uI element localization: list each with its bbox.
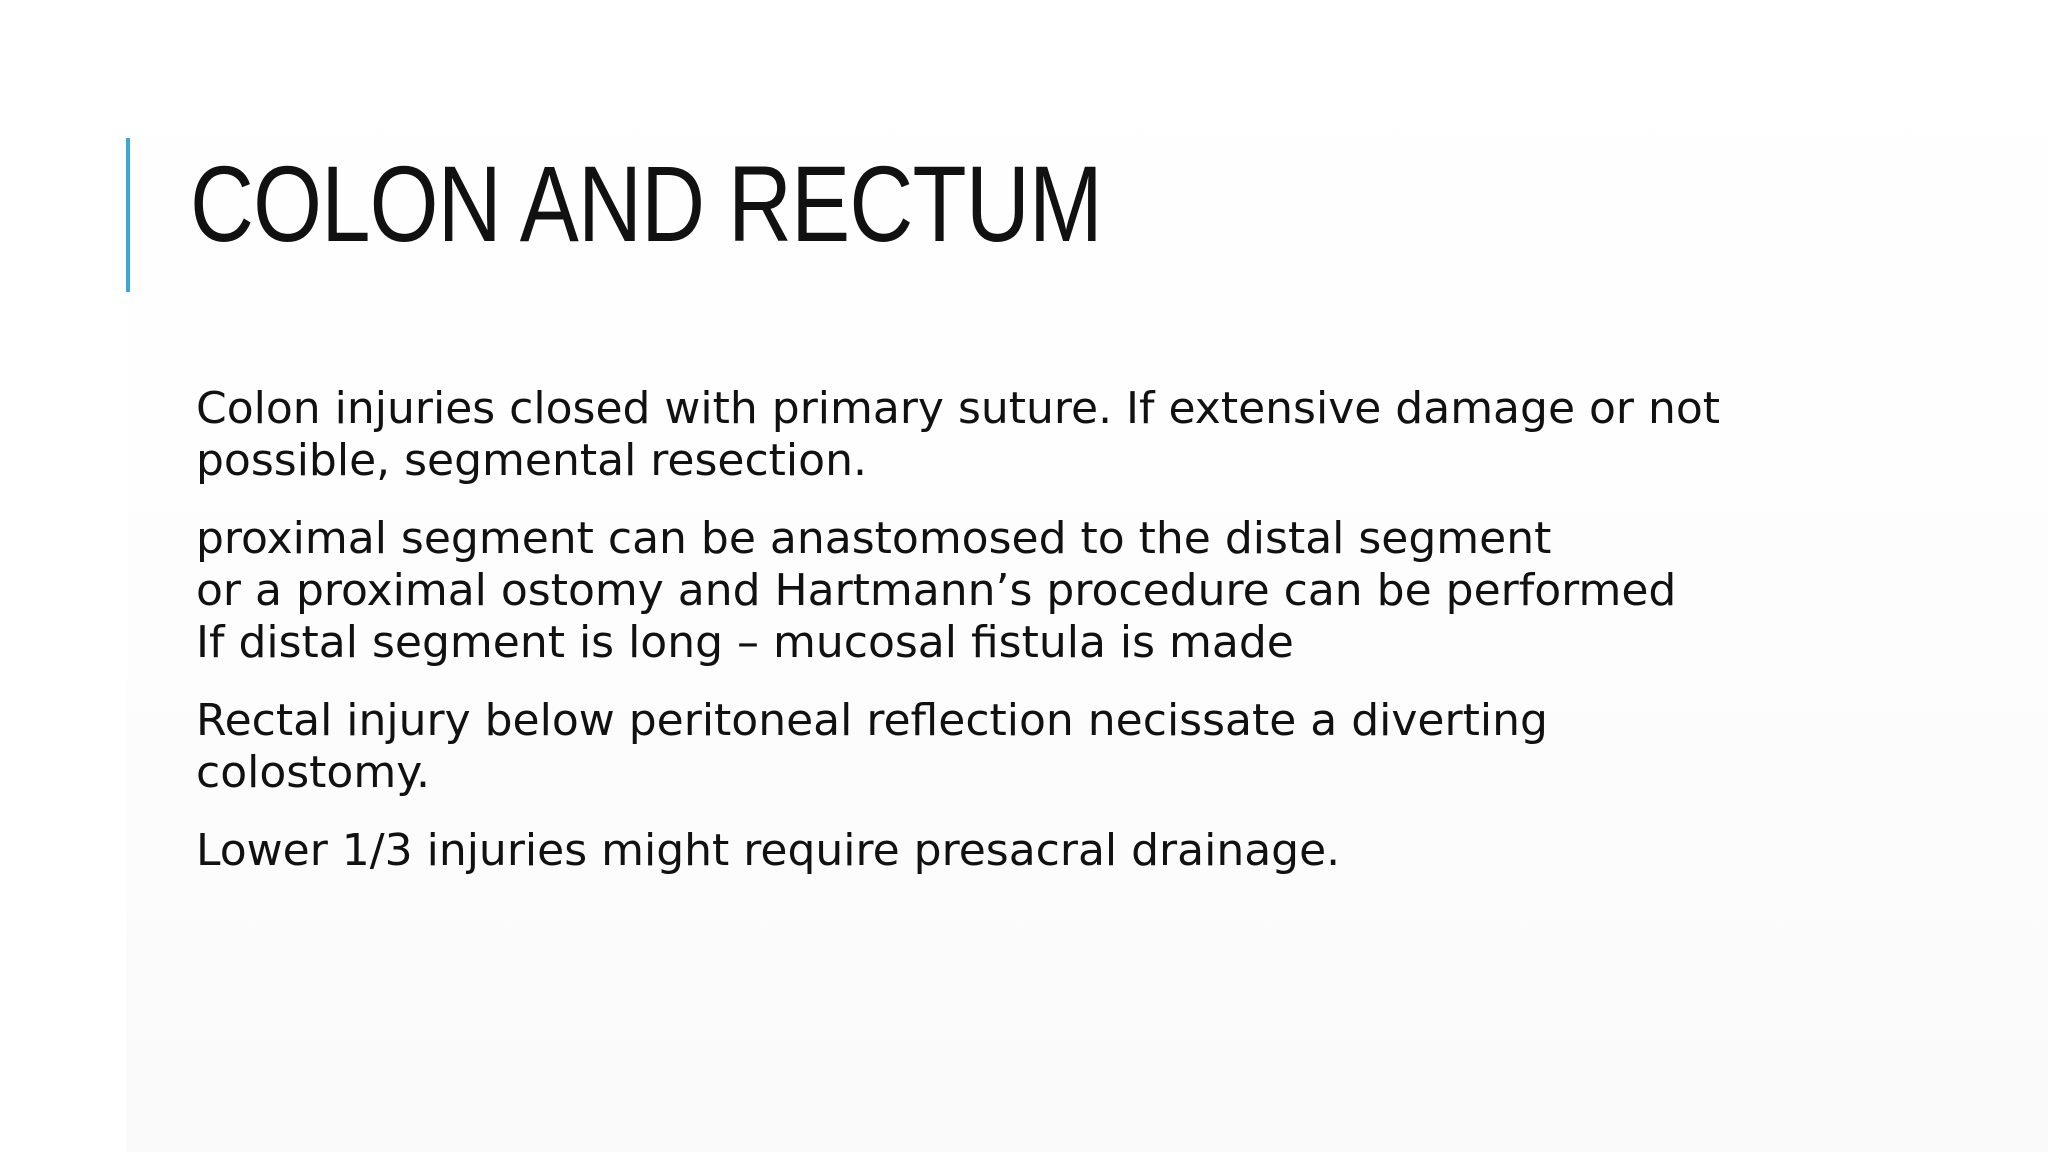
paragraph-proximal-segment [196,513,1876,669]
paragraph-rectal-injury [196,695,1876,799]
text-line: or a proximal ostomy and Hartmann’s procedure can be performed [196,565,1677,616]
text-line: colostomy. [196,747,430,798]
text-line: Colon injuries closed with primary suture. If extensive damage or not [196,383,1721,434]
text-line: If distal segment is long – mucosal fistula is made [196,617,1294,668]
text-line: Lower 1/3 injuries might require presacral drainage. [196,825,1341,876]
slide-title: COLON AND RECTUM [190,143,1102,264]
title-accent-bar [126,138,130,292]
text-line: Rectal injury below peritoneal reflection necissate a diverting [196,695,1548,746]
text-line: possible, segmental resection. [196,435,867,486]
paragraph-lower-third [196,825,1876,877]
slide-body [196,383,1876,903]
text-line: proximal segment can be anastomosed to the distal segment [196,513,1552,564]
paragraph-colon-injuries [196,383,1876,487]
